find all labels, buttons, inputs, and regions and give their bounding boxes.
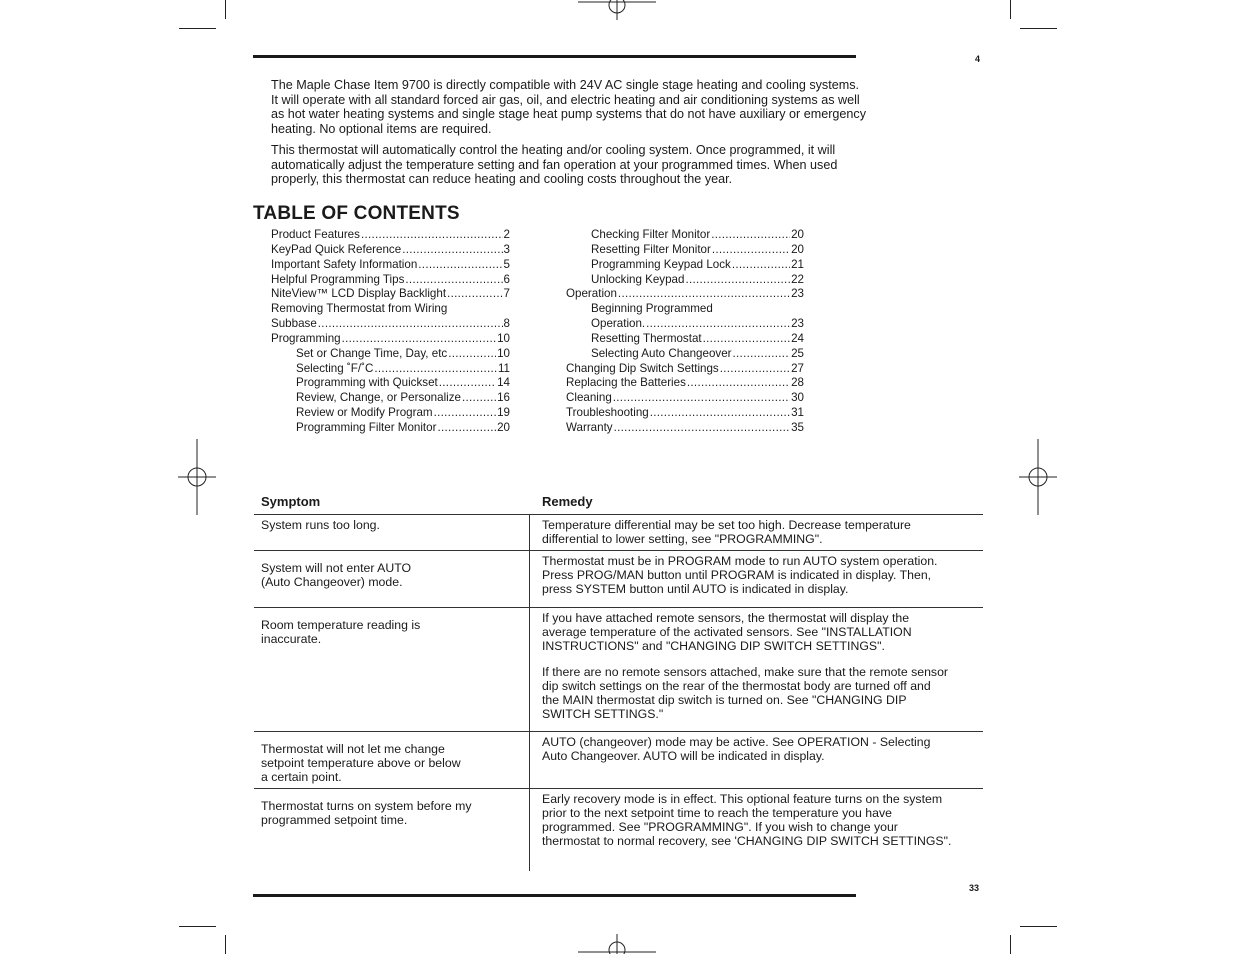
toc-entry: [566, 376, 804, 391]
table-row: [254, 608, 983, 732]
bottom-rule: [253, 894, 856, 897]
toc-entry-page: 35: [791, 420, 804, 434]
registration-mark-icon: [178, 439, 216, 515]
toc-leader-dots: [448, 347, 496, 362]
toc-entry-page: 31: [791, 406, 804, 420]
toc-entry-page: 8: [503, 317, 510, 331]
toc-entry-title: Selecting ˚F/˚C: [296, 361, 374, 375]
troubleshooting-table: [254, 493, 983, 871]
toc-entry: [271, 406, 510, 421]
toc-entry: [566, 406, 804, 421]
toc-leader-dots: [613, 391, 790, 406]
remedy-cell: [530, 732, 983, 788]
toc-entry-title: Programming with Quickset: [296, 376, 438, 390]
toc-entry-title: Selecting Auto Changeover: [591, 346, 732, 360]
toc-entry-title: KeyPad Quick Reference: [271, 242, 402, 256]
symptom-cell: [254, 551, 530, 607]
toc-entry-page: 24: [791, 331, 804, 345]
toc-entry-page: 30: [791, 391, 804, 405]
table-row: [254, 732, 983, 789]
toc-leader-dots: [402, 243, 502, 258]
symptom-text: System will not enter AUTO (Auto Changeover) mode.: [261, 561, 412, 589]
header-symptom: Symptom: [261, 494, 321, 509]
crop-mark: [179, 28, 216, 29]
toc-entry-page: 16: [497, 391, 510, 405]
toc-entry-page: 21: [791, 257, 804, 271]
toc-entry: [271, 273, 510, 288]
toc-entry-page: 23: [791, 287, 804, 301]
toc-leader-dots: [405, 273, 502, 288]
toc-entry-page: 7: [503, 287, 510, 301]
toc-entry: [566, 347, 804, 362]
toc-entry-page: 10: [497, 331, 510, 345]
toc-entry-page: 22: [791, 272, 804, 286]
toc-entry-page: 10: [497, 346, 510, 360]
toc-entry: [271, 421, 510, 436]
remedy-text: Thermostat must be in PROGRAM mode to run AUTO system operation. Press PROG/MAN button until PROGRAM is indicated in display. Then, press SYSTEM button until AUTO is indicated in display.: [542, 554, 938, 596]
symptom-cell: [254, 732, 530, 788]
toc-leader-dots: [434, 406, 497, 421]
registration-mark-icon: [1019, 439, 1057, 515]
toc-entry-title: Review or Modify Program: [296, 406, 433, 420]
toc-entry: [566, 287, 804, 302]
toc-entry: [271, 332, 510, 347]
registration-mark-icon: [578, 0, 656, 22]
toc-leader-dots: [650, 406, 790, 421]
toc-entry-title: Programming: [271, 331, 341, 345]
toc-entry: [566, 273, 804, 288]
header-remedy: Remedy: [542, 494, 593, 509]
toc-entry: [271, 376, 510, 391]
toc-leader-dots: [733, 347, 791, 362]
remedy-text: Temperature differential may be set too high. Decrease temperature differential to lower setting, see "PROGRAMMING".: [542, 518, 911, 546]
toc-leader-dots: [447, 287, 503, 302]
toc-entry-title: Important Safety Information: [271, 257, 418, 271]
toc-entry: [566, 317, 804, 332]
toc-entry-title: Resetting Thermostat: [591, 331, 702, 345]
crop-mark: [225, 0, 226, 19]
toc-entry-title: Subbase: [271, 317, 317, 331]
toc-entry-title: Operation.: [591, 317, 646, 331]
toc-entry-title: Helpful Programming Tips: [271, 272, 405, 286]
crop-mark: [1020, 926, 1057, 927]
toc-entry: [566, 391, 804, 406]
toc-entry: [271, 317, 510, 332]
crop-mark: [1010, 0, 1011, 19]
toc-entry-page: 6: [503, 272, 510, 286]
toc-leader-dots: [614, 421, 790, 436]
remedy-text: If there are no remote sensors attached, make sure that the remote sensor dip switch settings on the rear of the thermostat body are turned off and the MAIN thermostat dip switch is turned on. See "CHANGING DIP SWITCH SETTINGS.": [542, 665, 949, 721]
toc-leader-dots: [712, 243, 790, 258]
toc-leader-dots: [437, 421, 496, 436]
toc-leader-dots: [720, 362, 790, 377]
toc-leader-dots: [342, 332, 497, 347]
remedy-cell: [530, 789, 983, 871]
toc-entry: [271, 347, 510, 362]
toc-entry-page: 5: [503, 257, 510, 271]
toc-entry-title: Unlocking Keypad: [591, 272, 685, 286]
toc-column-right: [566, 228, 804, 436]
toc-entry: [271, 302, 510, 317]
symptom-cell: [254, 789, 530, 871]
toc-entry-page: 3: [503, 242, 510, 256]
toc-entry-page: 19: [497, 406, 510, 420]
toc-column-left: [271, 228, 510, 436]
toc-entry-page: 14: [497, 376, 510, 390]
toc-entry-title: Set or Change Time, Day, etc: [296, 346, 448, 360]
toc-entry-title: Replacing the Batteries: [566, 376, 686, 390]
toc-entry-title: Removing Thermostat from Wiring: [271, 302, 448, 316]
toc-entry-page: 25: [791, 346, 804, 360]
toc-entry-title: Programming Keypad Lock: [591, 257, 731, 271]
toc-entry-page: 2: [503, 228, 510, 241]
toc-leader-dots: [703, 332, 790, 347]
symptom-text: Thermostat will not let me change setpoint temperature above or below a certain point.: [261, 742, 461, 784]
remedy-text: Early recovery mode is in effect. This optional feature turns on the system prior to the next setpoint time to reach the temperature you have programmed. See "PROGRAMMING". If you wish to change your thermostat to normal recovery, see 'CHANGING DIP SWITCH SETTINGS".: [542, 792, 952, 848]
crop-mark: [225, 935, 226, 954]
toc-entry: [271, 391, 510, 406]
symptom-cell: [254, 608, 530, 731]
intro-paragraph: The Maple Chase Item 9700 is directly compatible with 24V AC single stage heating and cooling systems. It will operate with all standard forced air gas, oil, and electric heating and air conditioning systems as well as hot water heating systems and single stage heat pump systems that do not have auxiliary or emergency heating. No optional items are required.: [271, 78, 867, 137]
toc-entry-page: 23: [791, 317, 804, 331]
symptom-cell: [254, 515, 530, 550]
toc-leader-dots: [462, 391, 496, 406]
table-row: [254, 789, 983, 871]
remedy-cell: [530, 515, 983, 550]
table-row: [254, 515, 983, 551]
toc-entry: [566, 258, 804, 273]
toc-entry-title: Operation: [566, 287, 617, 301]
toc-entry: [566, 228, 804, 243]
toc-entry-title: Beginning Programmed: [591, 302, 713, 316]
crop-mark: [1020, 28, 1057, 29]
crop-mark: [179, 926, 216, 927]
toc-leader-dots: [318, 317, 503, 332]
toc-entry: [566, 362, 804, 377]
toc-entry: [271, 228, 510, 243]
toc-title: TABLE OF CONTENTS: [253, 203, 460, 224]
remedy-cell: [530, 551, 983, 607]
toc-leader-dots: [618, 287, 790, 302]
toc-entry-title: Changing Dip Switch Settings: [566, 361, 719, 375]
intro-paragraph: This thermostat will automatically control the heating and/or cooling system. Once programmed, it will automatically adjust the temperature setting and fan operation at your programmed times. When used properly, this thermostat can reduce heating and cooling costs throughout the year.: [271, 142, 838, 187]
toc-entry: [271, 258, 510, 273]
toc-entry: [271, 287, 510, 302]
toc-leader-dots: [732, 258, 790, 273]
remedy-text: If you have attached remote sensors, the thermostat will display the average temperature of the activated sensors. See "INSTALLATION INSTRUCTIONS" and "CHANGING DIP SWITCH SETTINGS".: [542, 611, 912, 653]
toc-entry: [271, 243, 510, 258]
toc-entry: [566, 243, 804, 258]
toc-entry-page: 28: [791, 376, 804, 390]
toc-entry-title: Cleaning: [566, 391, 612, 405]
toc-entry-page: 27: [791, 361, 804, 375]
crop-mark: [1010, 935, 1011, 954]
toc-entry-title: NiteView™ LCD Display Backlight: [271, 287, 447, 301]
toc-leader-dots: [418, 258, 502, 273]
toc-entry-title: Product Features: [271, 228, 360, 241]
remedy-text: AUTO (changeover) mode may be active. See OPERATION - Selecting Auto Changeover. AUTO will be indicated in display.: [542, 735, 931, 763]
registration-mark-icon: [578, 934, 656, 954]
toc-leader-dots: [361, 228, 503, 243]
toc-entry: [566, 332, 804, 347]
remedy-cell: [530, 608, 983, 731]
toc-leader-dots: [646, 317, 790, 332]
page-number-top: 4: [975, 54, 981, 64]
toc-leader-dots: [711, 228, 790, 243]
symptom-text: Room temperature reading is inaccurate.: [261, 618, 421, 646]
toc-entry-page: 20: [791, 242, 804, 256]
toc-entry-page: 11: [497, 361, 510, 375]
top-rule: [253, 55, 856, 58]
toc-entry-page: 20: [497, 420, 510, 434]
toc-leader-dots: [439, 376, 496, 391]
toc-leader-dots: [687, 376, 790, 391]
toc-leader-dots: [685, 273, 790, 288]
page-number-bottom: 33: [969, 883, 980, 893]
toc-entry-title: Review, Change, or Personalize: [296, 391, 461, 405]
intro-text: [271, 78, 951, 193]
table-header: [254, 493, 983, 515]
toc-entry-title: Warranty: [566, 420, 613, 434]
toc-entry: [271, 362, 510, 377]
toc-entry-title: Programming Filter Monitor: [296, 420, 437, 434]
symptom-text: Thermostat turns on system before my programmed setpoint time.: [261, 799, 472, 827]
toc-entry-title: Checking Filter Monitor: [591, 228, 711, 241]
toc-entry: [566, 302, 804, 317]
toc-entry-title: Resetting Filter Monitor: [591, 242, 711, 256]
toc-leader-dots: [374, 362, 497, 377]
toc-entry-title: Troubleshooting: [566, 406, 649, 420]
symptom-text: System runs too long.: [261, 518, 380, 532]
toc-entry-page: 20: [791, 228, 804, 241]
table-row: [254, 551, 983, 608]
toc-entry: [566, 421, 804, 436]
